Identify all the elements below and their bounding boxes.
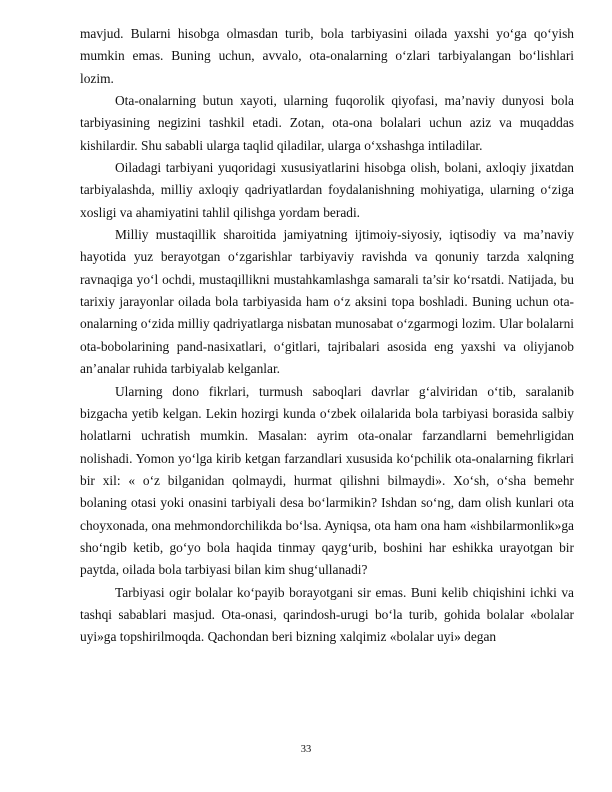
paragraph-2: Ota-onalarning butun xayoti, ularning fuqorolik qiyofasi, ma’naviy dunyosi bola tarbiyasining negizini tashkil etadi. Zotan, ota-ona bolalari uchun aziz va muqaddas kishilardir. Shu sababli ularga taqlid qiladilar, ularga o‘xshashga intiladilar. [80,93,574,153]
page-number: 33 [300,744,312,755]
paragraph-4: Milliy mustaqillik sharoitida jamiyatning ijtimoiy-siyosiy, iqtisodiy va ma’naviy hayotida yuz berayotgan o‘zgarishlar tarbiyaviy ravishda va qonuniy tarzda xalqning ravnaqiga yo‘l ochdi, mustaqillikni mustahkamlashga samarali ta’sir ko‘rsatdi. Natijada, bu tarixiy jarayonlar oilada bola tarbiyasida ham o‘z aksini topa boshladi. Buning uchun ota-onalarning o‘zida milliy qadriyatlarga nisbatan munosabat o‘zgarmogi lozim. Ular bolalarni ota-bobolarining pand-nasixatlari, o‘gitlari, tajribalari asosida eng yaxshi va oliyjanob an’analar ruhida tarbiyalab kelganlar. [80,227,574,377]
paragraph-5: Ularning dono fikrlari, turmush saboqlari davrlar g‘alviridan o‘tib, saralanib bizgacha yetib kelgan. Lekin hozirgi kunda o‘zbek oilalarida bola tarbiyasi borasida salbiy holatlarni uchratish mumkin. Masalan: ayrim ota-onalar farzandlarni bemehrligidan nolishadi. Yomon yo‘lga kirib ketgan farzandlari xususida ko‘pchilik ota-onalarning fikrlari bir xil: « o‘z bilganidan qolmaydi, hurmat qilishni bilmaydi». Xo‘sh, o‘sha bemehr bolaning otasi yoki onasini tarbiyali desa bo‘larmikin? Ishdan so‘ng, dam olish kunlari ota choyxonada, ona mehmondorchilikda bo‘lsa. Ayniqsa, ota ham ona ham «ishbilarmonlik»ga sho‘ngib ketib, go‘yo bola haqida tinmay qayg‘urib, boshini har eshikka urayotgan bir paytda, oilada bola tarbiyasi bilan kim shug‘ullanadi? [80,383,574,578]
paragraph-1: mavjud. Bularni hisobga olmasdan turib, bola tarbiyasini oilada yaxshi yo‘ga qo‘yish mumkin emas. Buning uchun, avvalo, ota-onalarning o‘zlari tarbiyalangan bo‘lishlari lozim. [80,26,574,86]
paragraph-3: Oiladagi tarbiyani yuqoridagi xususiyatlarini hisobga olish, bolani, axloqiy jixatdan tarbiyalashda, milliy axloqiy qadriyatlardan foydalanishning mohiyatiga, ularning o‘ziga xosligi va ahamiyatini tahlil qilishga yordam beradi. [80,160,574,220]
paragraph-6: Tarbiyasi ogir bolalar ko‘payib borayotgani sir emas. Buni kelib chiqishini ichki va tashqi sabablari masjud. Ota-onasi, qarindosh-urugi bo‘la turib, gohida bolalar «bolalar uyi»ga topshirilmoqda. Qachondan beri bizning xalqimiz «bolalar uyi» degan [80,584,574,645]
body-text [80,23,574,649]
